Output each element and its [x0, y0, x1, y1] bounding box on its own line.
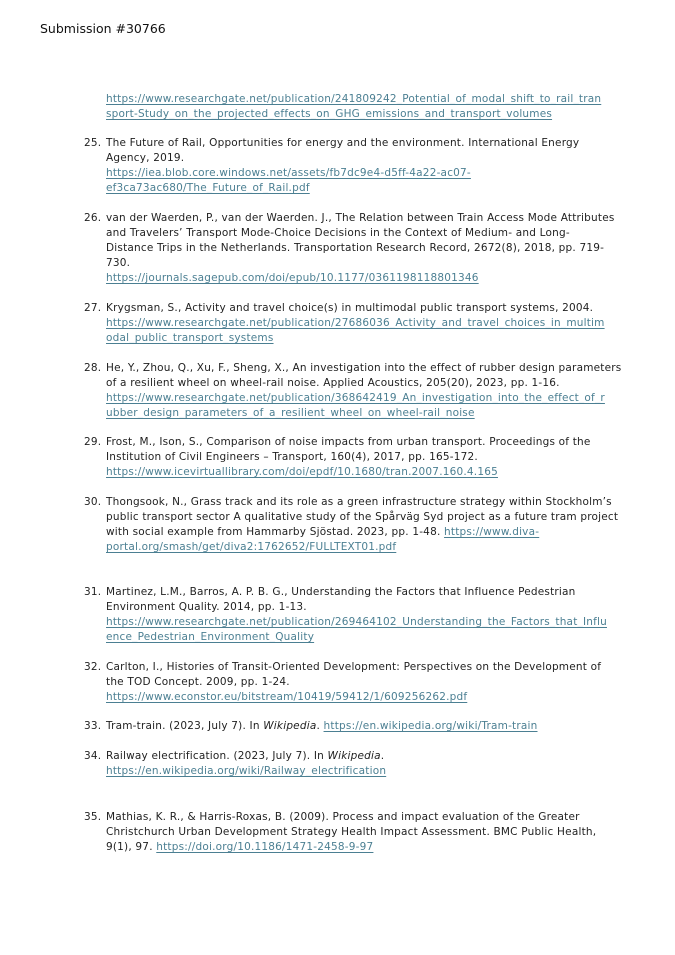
reference-number: 25.	[84, 137, 102, 149]
submission-header: Submission #30766	[40, 21, 166, 36]
reference-link[interactable]: https://doi.org/10.1186/1471-2458-9-97	[156, 841, 374, 853]
reference-31	[84, 585, 616, 645]
reference-number: 29.	[84, 436, 102, 448]
reference-number: 30.	[84, 496, 102, 508]
reference-text: .	[380, 750, 385, 762]
reference-number: 33.	[84, 720, 102, 732]
reference-text: Agency, 2019.	[106, 152, 185, 164]
reference-number: 27.	[84, 302, 102, 314]
reference-link[interactable]: https://www.econstor.eu/bitstream/10419/59412/1/609256262.pdf	[106, 691, 468, 703]
reference-source: Wikipedia	[263, 720, 317, 732]
reference-link[interactable]: odal_public_transport_systems	[106, 332, 274, 344]
reference-link[interactable]: https://iea.blob.core.windows.net/assets/fb7dc9e4-d5ff-4a22-ac07-	[106, 167, 471, 179]
reference-link[interactable]: https://www.icevirtuallibrary.com/doi/epdf/10.1680/tran.2007.160.4.165	[106, 466, 498, 478]
reference-text: public transport sector A qualitative study of the Spårväg Syd project as a future tram project	[106, 511, 619, 523]
reference-text: Mathias, K. R., & Harris-Roxas, B. (2009). Process and impact evaluation of the Greater	[106, 811, 580, 823]
reference-link[interactable]: ubber_design_parameters_of_a_resilient_wheel_on_wheel-rail_noise	[106, 407, 475, 419]
reference-number: 28.	[84, 362, 102, 374]
reference-number: 32.	[84, 661, 102, 673]
reference-text: .	[316, 720, 324, 732]
reference-link[interactable]: https://en.wikipedia.org/wiki/Railway_electrification	[106, 765, 387, 777]
reference-text: 730.	[106, 257, 131, 269]
reference-32	[84, 660, 616, 705]
reference-link[interactable]: portal.org/smash/get/diva2:1762652/FULLTEXT01.pdf	[106, 541, 397, 553]
reference-28	[84, 361, 622, 421]
reference-33	[84, 719, 616, 734]
reference-34	[84, 749, 616, 779]
reference-25	[84, 136, 616, 196]
reference-text: Environment Quality. 2014, pp. 1-13.	[106, 601, 307, 613]
reference-27	[84, 301, 616, 346]
reference-number: 26.	[84, 212, 102, 224]
reference-text: Railway electrification. (2023, July 7). In	[106, 750, 328, 762]
reference-text: He, Y., Zhou, Q., Xu, F., Sheng, X., An investigation into the effect of rubber design parameters	[106, 362, 622, 374]
reference-link[interactable]: ence_Pedestrian_Environment_Quality	[106, 631, 315, 643]
reference-link[interactable]: https://www.researchgate.net/publication/368642419_An_investigation_into_the_effect_of_r	[106, 392, 605, 404]
reference-30	[84, 495, 619, 555]
reference-link[interactable]: https://www.diva-	[444, 526, 540, 538]
reference-text: Frost, M., Ison, S., Comparison of noise impacts from urban transport. Proceedings of the	[106, 436, 591, 448]
reference-text: Thongsook, N., Grass track and its role as a green infrastructure strategy within Stockholm’s	[106, 496, 612, 508]
reference-link[interactable]: ef3ca73ac680/The_Future_of_Rail.pdf	[106, 182, 310, 194]
reference-text: Carlton, I., Histories of Transit-Oriented Development: Perspectives on the Development of	[106, 661, 602, 673]
reference-link[interactable]: sport-Study_on_the_projected_effects_on_GHG_emissions_and_transport_volumes	[106, 108, 553, 120]
reference-link[interactable]: https://www.researchgate.net/publication/241809242_Potential_of_modal_shift_to_rail_tran	[106, 93, 602, 105]
reference-text: Martinez, L.M., Barros, A. P. B. G., Understanding the Factors that Influence Pedestrian	[106, 586, 576, 598]
reference-number: 35.	[84, 811, 102, 823]
reference-text: the TOD Concept. 2009, pp. 1-24.	[106, 676, 290, 688]
reference-26	[84, 211, 616, 286]
reference-source: Wikipedia	[327, 750, 381, 762]
reference-text: of a resilient wheel on wheel-rail noise. Applied Acoustics, 205(20), 2023, pp. 1-16.	[106, 377, 560, 389]
reference-text: and Travelers’ Transport Mode-Choice Decisions in the Context of Medium- and Long-	[106, 227, 570, 239]
reference-number: 31.	[84, 586, 102, 598]
reference-text: 9(1), 97.	[106, 841, 157, 853]
reference-number: 34.	[84, 750, 102, 762]
reference-link[interactable]: https://journals.sagepub.com/doi/epub/10.1177/0361198118801346	[106, 272, 479, 284]
reference-text: Krygsman, S., Activity and travel choice(s) in multimodal public transport systems, 2004.	[106, 302, 594, 314]
reference-link[interactable]: https://www.researchgate.net/publication/269464102_Understanding_the_Factors_that_Influ	[106, 616, 607, 628]
reference-link[interactable]: https://en.wikipedia.org/wiki/Tram-train	[323, 720, 538, 732]
reference-link[interactable]: https://www.researchgate.net/publication/27686036_Activity_and_travel_choices_in_multim	[106, 317, 605, 329]
reference-text: with social example from Hammarby Sjöstad. 2023, pp. 1-48.	[106, 526, 445, 538]
reference-text: The Future of Rail, Opportunities for energy and the environment. International Energy	[106, 137, 580, 149]
reference-text: Christchurch Urban Development Strategy Health Impact Assessment. BMC Public Health,	[106, 826, 597, 838]
reference-text: Distance Trips in the Netherlands. Transportation Research Record, 2672(8), 2018, pp. 719-	[106, 242, 605, 254]
reference-29	[84, 435, 616, 480]
reference-text: Institution of Civil Engineers – Transport, 160(4), 2017, pp. 165-172.	[106, 451, 478, 463]
reference-35	[84, 810, 616, 855]
reference-text: Tram-train. (2023, July 7). In	[106, 720, 264, 732]
reference-text: van der Waerden, P., van der Waerden. J., The Relation between Train Access Mode Attributes	[106, 212, 615, 224]
reference-continuation	[106, 92, 616, 122]
